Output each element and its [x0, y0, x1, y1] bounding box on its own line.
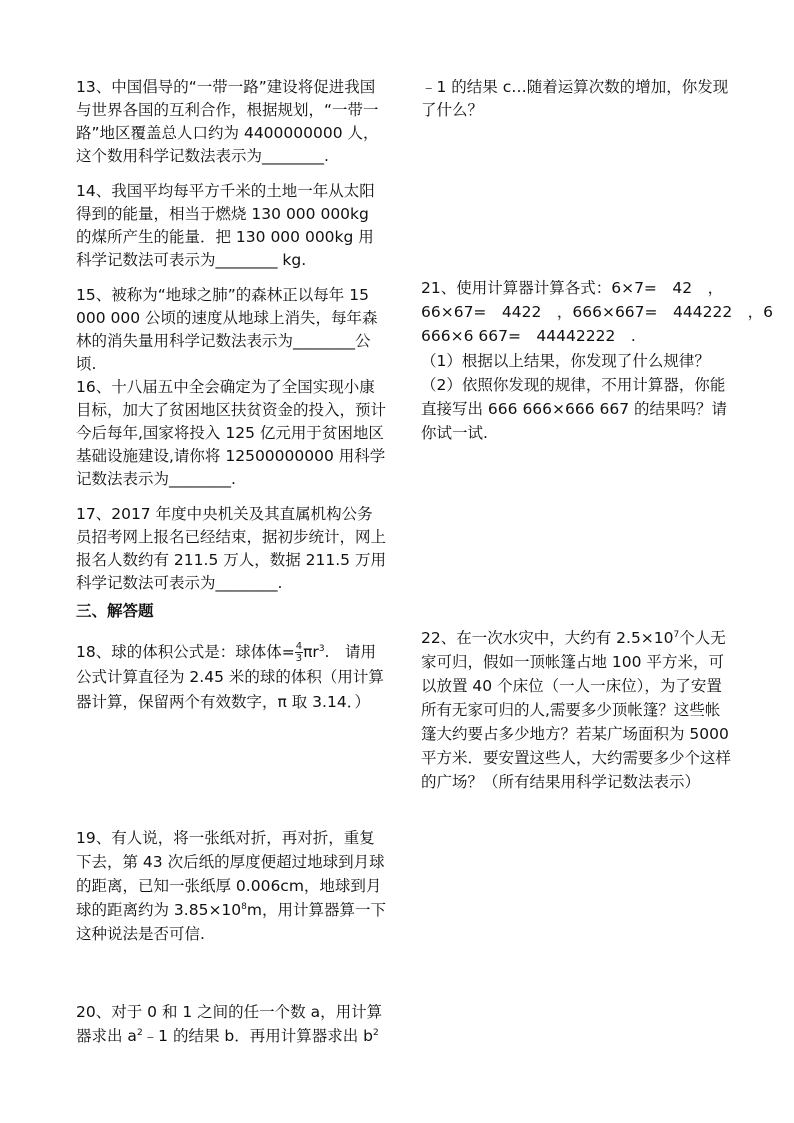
fraction-4-3: $\frac{4}{3}$	[295, 641, 303, 664]
question-21	[421, 276, 774, 348]
question-21-part-1: （1）根据以上结果，你发现了什么规律？	[421, 352, 710, 370]
question-21-part-2: （2）依照你发现的规律，不用计算器，你能直接写出 666 666×666 667 的结果吗？请你试一试.	[421, 376, 728, 442]
question-22-text: 22、在一次水灾中，大约有 $2.5\times 10^7$个人无家可归，假如一顶帐篷占地 100 平方米，可以放置 40 个床位（一人一床位），为了安置所有无家可归的人,需要多少顶帐篷？这些帐篷大约要占多少地方？若某广场面积为 5000 平方米．要安置这些人，大约需要多少个这样的广场？（所有结果用科学记数法表示）	[421, 629, 732, 791]
question-13-text: 13、中国倡导的“一带一路”建设将促进我国与世界各国的互利合作，根据规划，“一带一路”地区覆盖总人口约为 4400000000 人，这个数用科学记数法表示为________.	[76, 78, 379, 165]
question-18	[76, 640, 386, 715]
question-19	[76, 826, 386, 946]
question-21-line-2: 66×67= 4422 ，666×667= 444222 ，6	[421, 303, 774, 321]
question-18-text: 18、球的体积公式是：球体体= $\frac{4}{3}$ $\pi r^3$. 请用公式计算直径为 2.45 米的球的体积（用计算器计算，保留两个有效数字，π 取 3.14．）	[76, 641, 384, 711]
question-19-text: 19、有人说，将一张纸对折，再对折，重复下去，第 43 次后纸的厚度便超过地球到月球的距离，已知一张纸厚 0.006cm，地球到月球的距离约为 $3.85\times 10^8m$，用计算器算一下这种说法是否可信.	[76, 829, 386, 943]
question-16	[76, 376, 386, 491]
question-20-continued-text: ﹣1 的结果 c…随着运算次数的增加，你发现了什么？	[421, 78, 729, 119]
question-14	[76, 180, 386, 272]
question-13	[76, 76, 386, 168]
question-20	[76, 1000, 386, 1048]
section-3-title: 三、解答题	[76, 602, 154, 620]
question-14-text: 14、我国平均每平方千米的土地一年从太阳得到的能量，相当于燃烧 130 000 000kg 的煤所产生的能量．把 130 000 000kg 用科学记数法可表示为________ kg.	[76, 182, 375, 269]
question-20-continued	[421, 76, 731, 122]
question-17	[76, 503, 386, 595]
question-21-line-1: 21、使用计算器计算各式：6×7= 42 ，	[421, 279, 724, 297]
question-21-parts	[421, 349, 731, 445]
question-16-text: 16、十八届五中全会确定为了全国实现小康目标，加大了贫困地区扶贫资金的投入，预计今后每年,国家将投入 125 亿元用于贫困地区基础设施建设,请你将 12500000000 用科学记数法表示为________.	[76, 378, 387, 488]
question-21-line-3: 666×6 667= 44442222 .	[421, 327, 636, 345]
question-22	[421, 626, 731, 794]
question-20-text: 20、对于 0 和 1 之间的任一个数 a，用计算器求出 $a^2﹣1$ 的结果 b．再用计算器求出 $b^2$	[76, 1003, 383, 1045]
question-15-text: 15、被称为“地球之肺”的森林正以每年 15 000 000 公顷的速度从地球上消失，每年森林的消失量用科学记数法表示为________公顷.	[76, 286, 378, 373]
question-15	[76, 284, 386, 376]
section-heading	[76, 600, 386, 623]
question-17-text: 17、2017 年度中央机关及其直属机构公务员招考网上报名已经结束，据初步统计，网上报名人数约有 211.5 万人，数据 211.5 万用科学记数法可表示为________.	[76, 505, 387, 592]
